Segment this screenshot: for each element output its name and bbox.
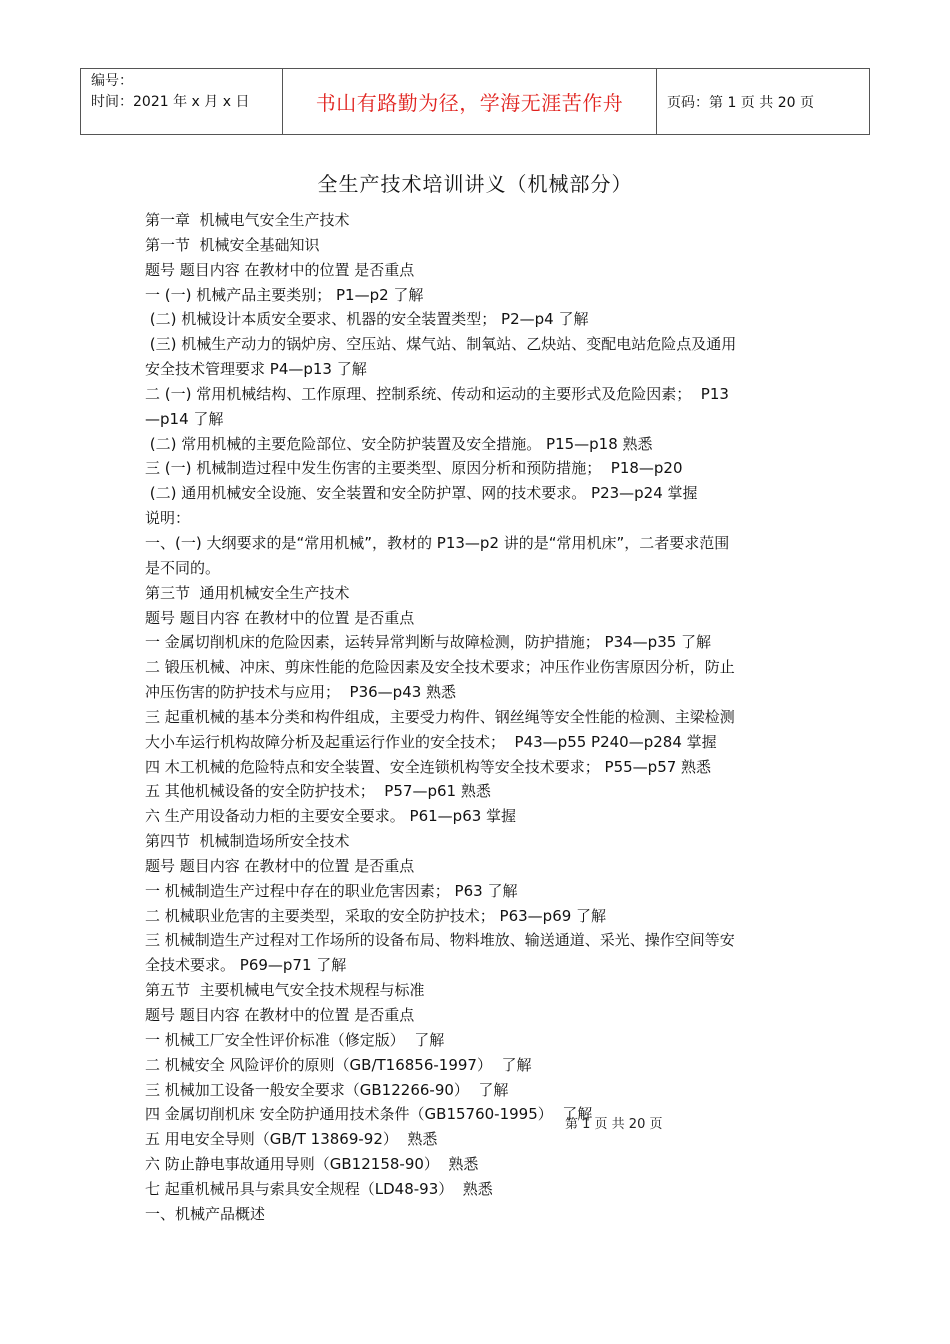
text-line: 五 用电安全导则（GB/T 13869-92） 熟悉 — [145, 1130, 438, 1149]
text-line: 题号 题目内容 在教材中的位置 是否重点 — [145, 260, 415, 279]
text-line: 五 其他机械设备的安全防护技术； P57—p61 熟悉 — [145, 782, 491, 801]
header-table — [80, 68, 870, 135]
text-line: 安全技术管理要求 P4—p13 了解 — [145, 360, 367, 379]
text-line: 三 机械制造生产过程对工作场所的设备布局、物料堆放、输送通道、采光、操作空间等安 — [145, 931, 735, 950]
text-line: (二) 机械设计本质安全要求、机器的安全装置类型； P2—p4 了解 — [145, 310, 589, 329]
text-line: 一 金属切削机床的危险因素，运转异常判断与故障检测，防护措施； P34—p35 了解 — [145, 633, 712, 652]
text-line: —p14 了解 — [145, 409, 224, 428]
text-line: 六 防止静电事故通用导则（GB12158-90） 熟悉 — [145, 1155, 479, 1174]
text-line: 一 (一) 机械产品主要类别； P1—p2 了解 — [145, 285, 424, 304]
text-line: (二) 通用机械安全设施、安全装置和安全防护罩、网的技术要求。 P23—p24 掌握 — [145, 484, 698, 503]
header-meta — [81, 69, 283, 134]
text-line: 三 起重机械的基本分类和构件组成，主要受力构件、钢丝绳等安全性能的检测、主梁检测 — [145, 707, 735, 726]
text-line: 第五节 主要机械电气安全技术规程与标准 — [145, 981, 425, 1000]
text-line: (三) 机械生产动力的锅炉房、空压站、煤气站、制氧站、乙炔站、变配电站危险点及通用 — [145, 335, 737, 354]
text-line: 说明： — [145, 509, 191, 528]
text-line: 二 机械职业危害的主要类型，采取的安全防护技术； P63—p69 了解 — [145, 906, 607, 925]
document-body — [145, 208, 810, 1227]
text-line: 一 机械工厂安全性评价标准（修定版） 了解 — [145, 1030, 445, 1049]
text-line: 一、(一) 大纲要求的是“常用机械”，教材的 P13—p2 讲的是“常用机床”，二者要求范围 — [145, 533, 730, 552]
header-page-info: 页码：第 1 页 共 20 页 — [667, 94, 814, 111]
document-time: 时间：2021 年 x 月 x 日 — [91, 94, 250, 110]
text-line: 是不同的。 — [145, 558, 221, 577]
document-title: 全生产技术培训讲义（机械部分） — [317, 172, 633, 196]
text-line: (二) 常用机械的主要危险部位、安全防护装置及安全措施。 P15—p18 熟悉 — [145, 434, 653, 453]
text-line: 二 机械安全 风险评价的原则（GB/T16856-1997） 了解 — [145, 1055, 532, 1074]
text-line: 题号 题目内容 在教材中的位置 是否重点 — [145, 608, 415, 627]
text-line: 六 生产用设备动力柜的主要安全要求。 P61—p63 掌握 — [145, 807, 517, 826]
text-line: 三 机械加工设备一般安全要求（GB12266-90） 了解 — [145, 1080, 509, 1099]
text-line: 三 (一) 机械制造过程中发生伤害的主要类型、原因分析和预防措施； P18—p20 — [145, 459, 683, 478]
text-line: 冲压伤害的防护技术与应用； P36—p43 熟悉 — [145, 683, 457, 702]
text-line: 第一章 机械电气安全生产技术 — [145, 211, 350, 229]
text-line: 题号 题目内容 在教材中的位置 是否重点 — [145, 856, 415, 875]
text-line: 大小车运行机构故障分析及起重运行作业的安全技术； P43—p55 P240—p284 掌握 — [145, 732, 717, 751]
text-line: 第三节 通用机械安全生产技术 — [145, 583, 350, 602]
text-line: 二 (一) 常用机械结构、工作原理、控制系统、传动和运动的主要形式及危险因素； P13 — [145, 384, 729, 403]
text-line: 四 金属切削机床 安全防护通用技术条件（GB15760-1995） 了解 — [145, 1105, 593, 1124]
text-line: 七 起重机械吊具与索具安全规程（LD48-93） 熟悉 — [145, 1179, 493, 1198]
page-footer: 第 1 页 共 20 页 — [565, 1117, 663, 1132]
text-line: 全技术要求。 P69—p71 了解 — [145, 956, 347, 975]
text-line: 一、机械产品概述 — [145, 1204, 266, 1223]
text-line: 题号 题目内容 在教材中的位置 是否重点 — [145, 1006, 415, 1024]
text-line: 第一节 机械安全基础知识 — [145, 235, 320, 254]
header-motto: 书山有路勤为径，学海无涯苦作舟 — [283, 69, 657, 134]
text-line: 二 锻压机械、冲床、剪床性能的危险因素及安全技术要求；冲压作业伤害原因分析，防止 — [145, 658, 735, 677]
text-line: 四 木工机械的危险特点和安全装置、安全连锁机构等安全技术要求； P55—p57 熟悉 — [145, 757, 712, 776]
text-line: 一 机械制造生产过程中存在的职业危害因素； P63 了解 — [145, 881, 518, 900]
document-number: 编号： — [91, 73, 133, 89]
text-line: 第四节 机械制造场所安全技术 — [145, 832, 350, 851]
